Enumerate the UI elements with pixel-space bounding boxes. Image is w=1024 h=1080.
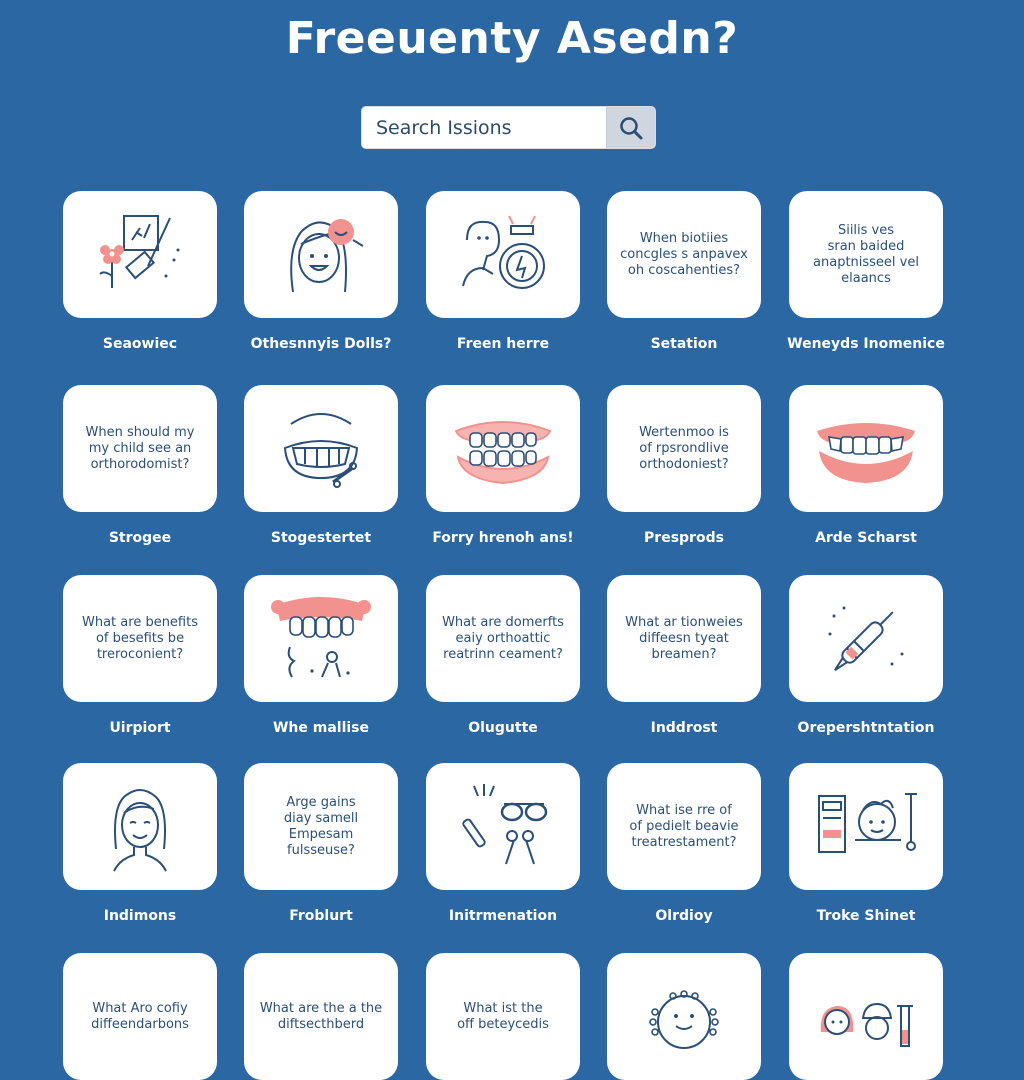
faq-question-text: Arge gains diay samell Empesam fulsseuse? — [283, 794, 359, 858]
faq-card[interactable] — [244, 385, 398, 512]
faq-card[interactable] — [63, 191, 217, 318]
faq-card-label: Whe mallise — [272, 720, 370, 736]
faq-question-text: What are the a the diftsecthberd — [259, 1000, 383, 1032]
faq-card[interactable] — [244, 763, 398, 890]
faq-card-label: Presprods — [644, 530, 724, 546]
faq-card[interactable] — [789, 385, 943, 512]
search-icon — [618, 115, 644, 141]
faq-card[interactable] — [244, 575, 398, 702]
faq-card-label: Forry hrenoh ans! — [432, 530, 574, 546]
faq-card[interactable] — [426, 191, 580, 318]
faq-card-label: Inddrost — [650, 720, 718, 736]
faq-question-text: What ist the off beteycedis — [457, 1000, 549, 1032]
page-title: Freeuenty Asedn? — [285, 13, 739, 64]
faq-question-text: Wertenmoo is of rpsrondlive orthodoniest? — [639, 424, 729, 472]
faq-card-label: Stogestertet — [270, 530, 372, 546]
person-clock-icon — [453, 210, 553, 300]
faq-card-label: Setation — [650, 336, 718, 352]
faq-card[interactable] — [63, 953, 217, 1080]
faq-card[interactable] — [607, 763, 761, 890]
faq-question-text: When should my my child see an orthorodomist? — [85, 424, 195, 472]
faq-card-label: Froblurt — [289, 908, 353, 924]
faq-card-label: Indimons — [103, 908, 177, 924]
faq-card[interactable] — [63, 763, 217, 890]
faq-card-label: Seaowiec — [102, 336, 178, 352]
faq-question-text: What Aro cofiy diffeendarbons — [91, 1000, 189, 1032]
aligner-face-icon — [629, 982, 739, 1052]
faq-card[interactable] — [607, 953, 761, 1080]
glasses-tools-icon — [448, 782, 558, 872]
faq-card[interactable] — [244, 191, 398, 318]
teeth-icon — [448, 409, 558, 489]
faq-card-label: Uirpiort — [109, 720, 171, 736]
faq-card-label: Troke Shinet — [816, 908, 916, 924]
family-tools-icon — [811, 982, 921, 1052]
faq-card-label: Orepershtntation — [797, 720, 935, 736]
faq-card[interactable] — [607, 191, 761, 318]
faq-card-label: Olugutte — [468, 720, 538, 736]
faq-card[interactable] — [63, 575, 217, 702]
faq-question-text: What are benefits of besefits be treroconient? — [82, 614, 198, 662]
faq-card[interactable] — [607, 385, 761, 512]
search-input[interactable] — [362, 107, 608, 148]
faq-question-text: What ar tionweies diffeesn tyeat breamen? — [625, 614, 743, 662]
faq-question-text: What ise rre of of pedielt beavie treatrestament? — [629, 802, 739, 850]
girl-face-icon — [271, 210, 371, 300]
faq-card[interactable] — [63, 385, 217, 512]
faq-question-text: Siilis ves sran baided anaptnisseel vel elaancs — [813, 222, 919, 286]
faq-card[interactable] — [789, 575, 943, 702]
faq-card[interactable] — [426, 575, 580, 702]
faq-card[interactable] — [426, 385, 580, 512]
faq-card-label: Arde Scharst — [815, 530, 917, 546]
faq-card-label: Initrmenation — [448, 908, 558, 924]
faq-card[interactable] — [789, 953, 943, 1080]
faq-card[interactable] — [607, 575, 761, 702]
faq-card-label: Strogee — [108, 530, 172, 546]
faq-card-label: Olrdioy — [655, 908, 713, 924]
braces-mouth-icon — [271, 404, 371, 494]
dental-tool-icon — [816, 594, 916, 684]
faq-card[interactable] — [244, 953, 398, 1080]
search-bar — [361, 106, 656, 149]
child-chart-icon — [811, 782, 921, 872]
flower-brush-icon — [90, 210, 190, 300]
faq-card-label: Othesnnyis Dolls? — [250, 336, 392, 352]
gums-teeth-icon — [266, 591, 376, 687]
faq-question-text: What are domerfts eaiy orthoattic reatrinn ceament? — [442, 614, 564, 662]
faq-card-label: Freen herre — [456, 336, 550, 352]
faq-card[interactable] — [789, 763, 943, 890]
woman-face-icon — [90, 779, 190, 875]
faq-card[interactable] — [789, 191, 943, 318]
search-button[interactable] — [606, 107, 655, 148]
faq-card[interactable] — [426, 763, 580, 890]
smile-teeth-icon — [811, 409, 921, 489]
faq-question-text: When biotiies concgles s anpavex oh coscahenties? — [620, 230, 748, 278]
faq-card-label: Weneyds Inomenice — [787, 336, 945, 352]
faq-card[interactable] — [426, 953, 580, 1080]
